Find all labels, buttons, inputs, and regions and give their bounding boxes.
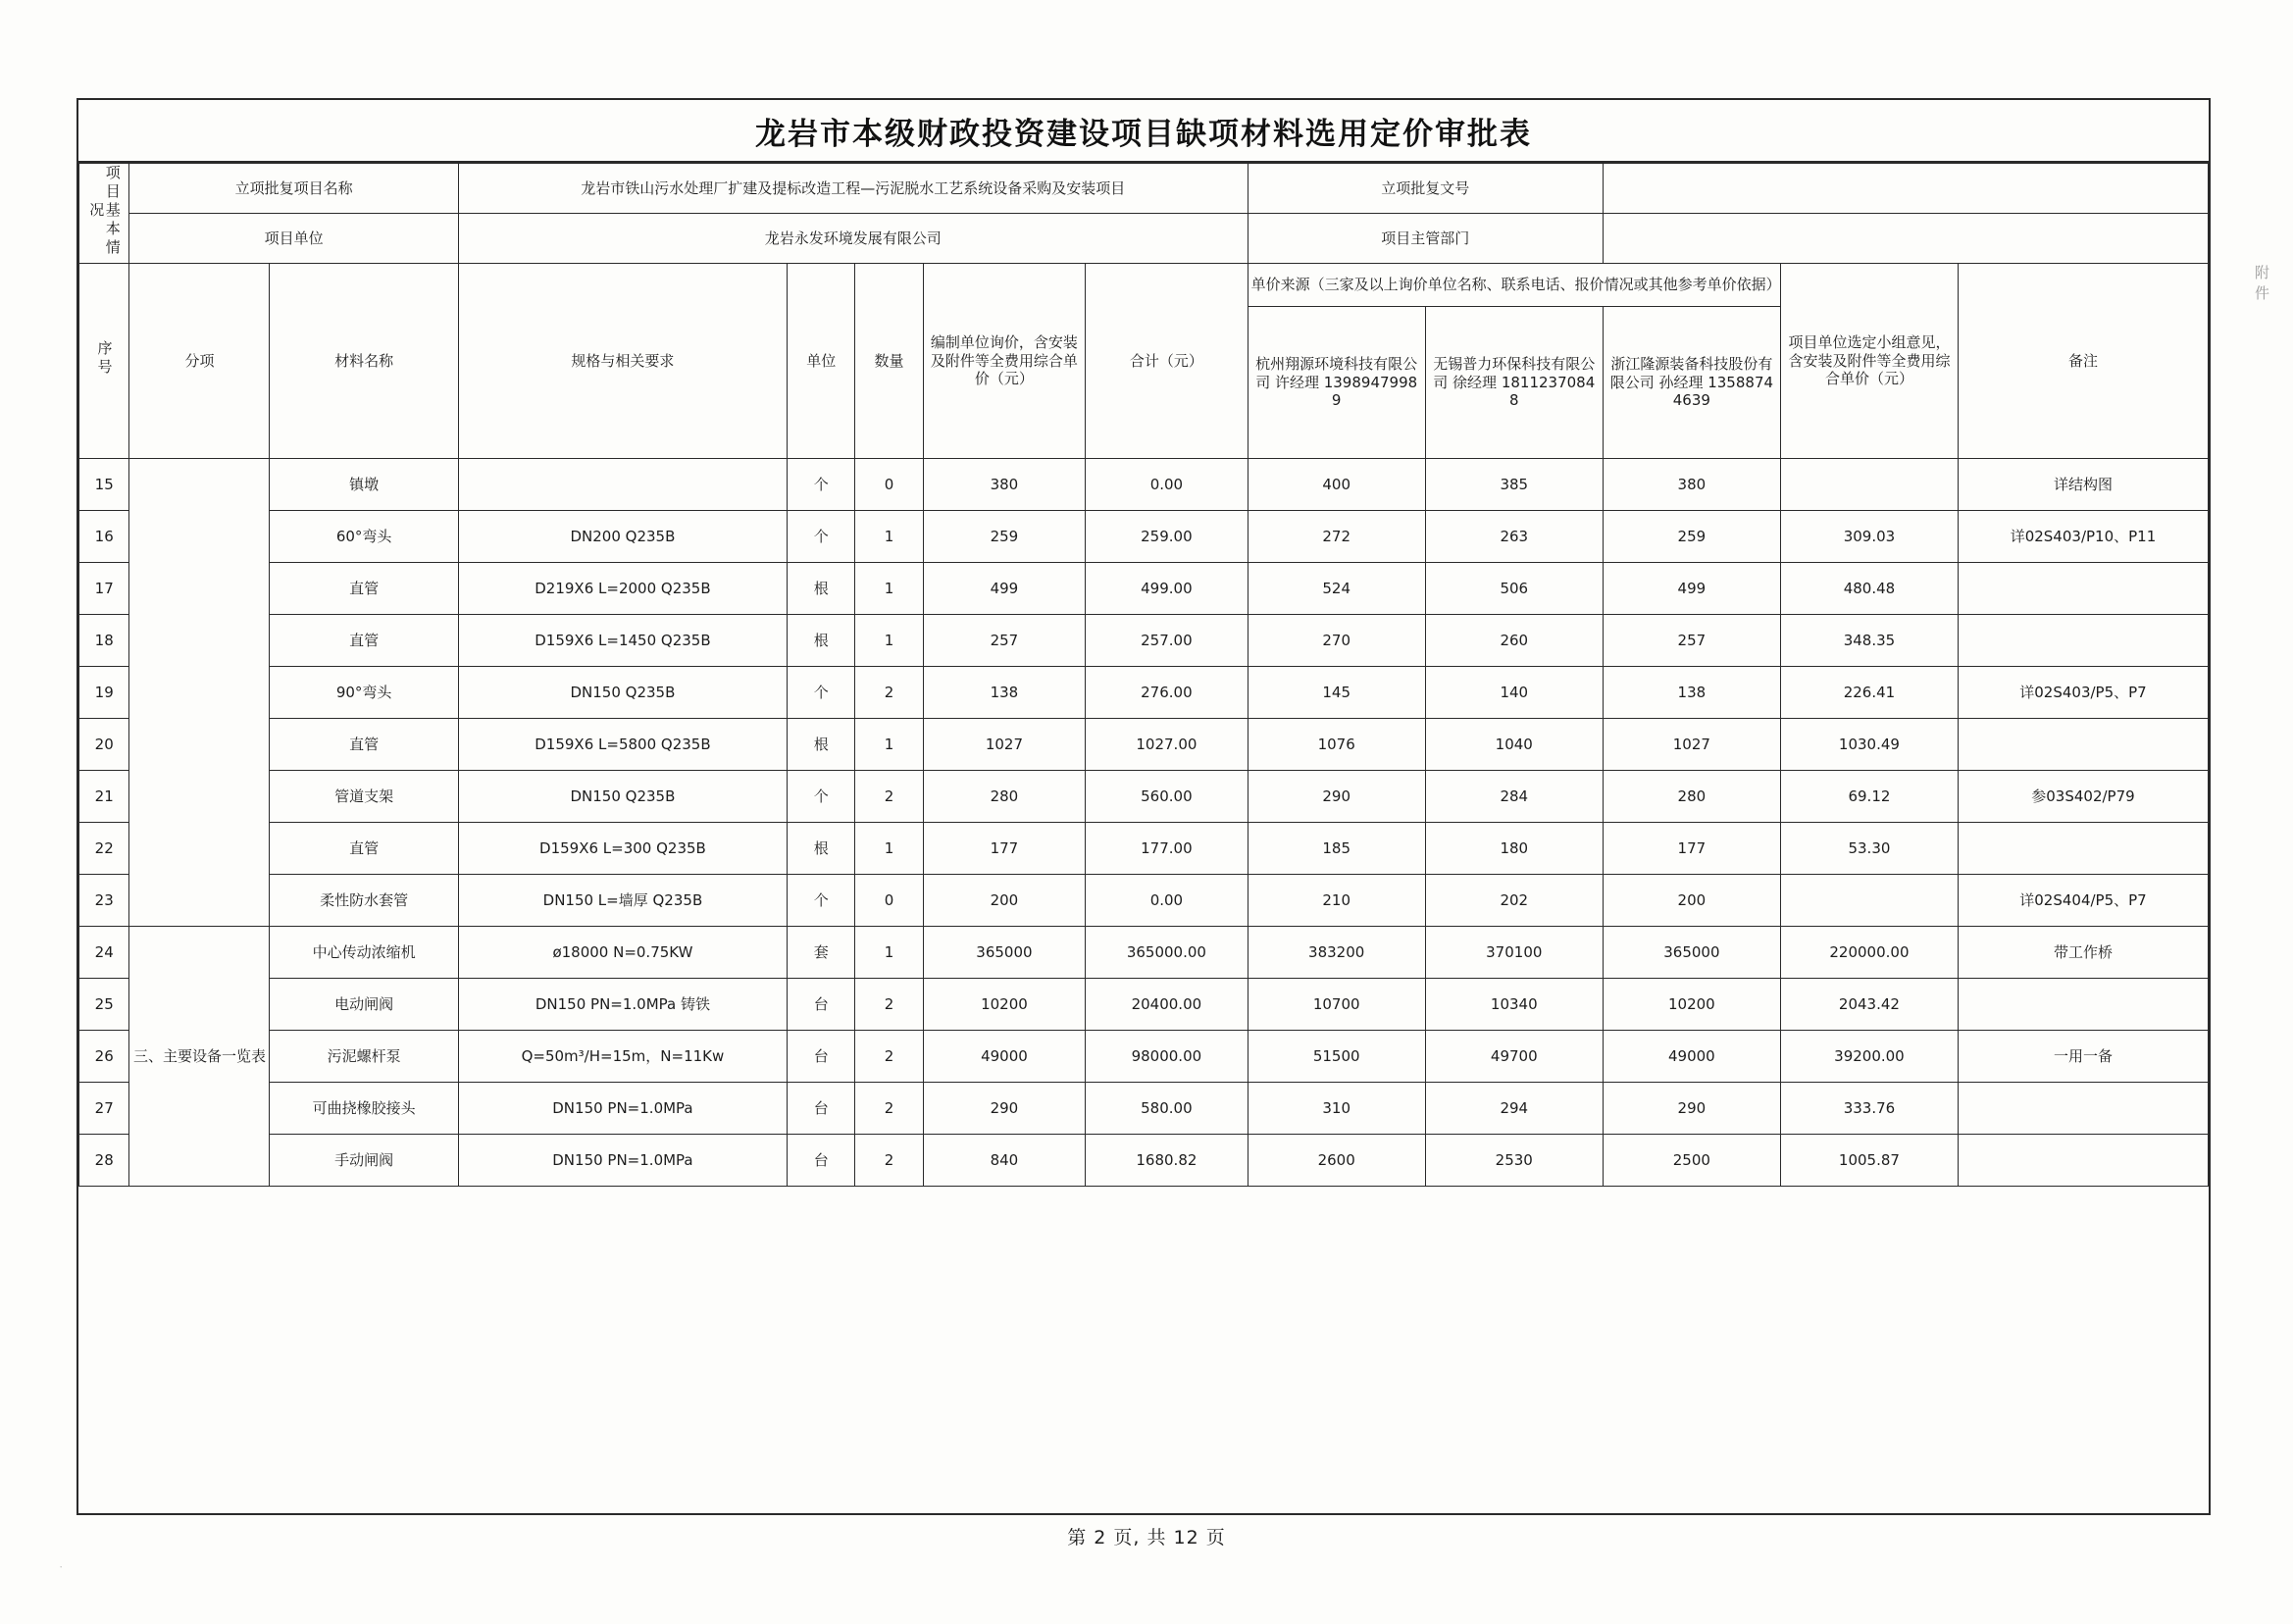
cell-spec: DN150 PN=1.0MPa [458, 1135, 787, 1187]
cell-qty: 1 [855, 823, 923, 875]
cell-total: 0.00 [1086, 459, 1248, 511]
cell-total: 259.00 [1086, 511, 1248, 563]
cell-remark [1958, 719, 2208, 771]
cell-spec: DN150 Q235B [458, 771, 787, 823]
cell-material: 柔性防水套管 [270, 875, 458, 927]
cell-seq: 25 [79, 979, 129, 1031]
cell-remark: 详02S404/P5、P7 [1958, 875, 2208, 927]
cell-seq: 28 [79, 1135, 129, 1187]
cell-qty: 0 [855, 875, 923, 927]
page-edge-note: 附件 [2253, 265, 2268, 306]
col-header-seq [79, 264, 129, 459]
cell-material: 中心传动浓缩机 [270, 927, 458, 979]
cell-spec: DN150 PN=1.0MPa [458, 1083, 787, 1135]
cell-total: 276.00 [1086, 667, 1248, 719]
cell-source-1: 145 [1248, 667, 1425, 719]
cell-material: 可曲挠橡胶接头 [270, 1083, 458, 1135]
cell-qty: 1 [855, 927, 923, 979]
col-header-spec: 规格与相关要求 [458, 264, 787, 459]
cell-source-2: 202 [1425, 875, 1603, 927]
cell-remark [1958, 563, 2208, 615]
cell-seq: 24 [79, 927, 129, 979]
cell-unit-price: 177 [923, 823, 1085, 875]
cell-source-1: 383200 [1248, 927, 1425, 979]
cell-category: 三、主要设备一览表 [129, 927, 270, 1187]
table-row [79, 667, 2209, 719]
cell-source-3: 280 [1603, 771, 1780, 823]
cell-selected: 53.30 [1780, 823, 1958, 875]
cell-source-1: 2600 [1248, 1135, 1425, 1187]
value-project-unit: 龙岩永发环境发展有限公司 [458, 214, 1248, 264]
label-project-unit: 项目单位 [129, 214, 458, 264]
cell-qty: 2 [855, 771, 923, 823]
cell-qty: 1 [855, 615, 923, 667]
cell-source-3: 257 [1603, 615, 1780, 667]
cell-source-1: 272 [1248, 511, 1425, 563]
cell-qty: 2 [855, 1135, 923, 1187]
cell-selected: 348.35 [1780, 615, 1958, 667]
cell-selected: 220000.00 [1780, 927, 1958, 979]
cell-selected: 1030.49 [1780, 719, 1958, 771]
label-approval-name: 立项批复项目名称 [129, 164, 458, 214]
cell-unit-price: 840 [923, 1135, 1085, 1187]
cell-source-2: 49700 [1425, 1031, 1603, 1083]
cell-qty: 2 [855, 667, 923, 719]
page-footer: 第 2 页, 共 12 页 [1067, 1527, 1226, 1548]
cell-source-3: 10200 [1603, 979, 1780, 1031]
cell-unit-price: 49000 [923, 1031, 1085, 1083]
row-source-group-header [79, 264, 2209, 307]
cell-unit: 台 [788, 979, 855, 1031]
cell-spec: D159X6 L=5800 Q235B [458, 719, 787, 771]
cell-source-2: 140 [1425, 667, 1603, 719]
cell-seq: 23 [79, 875, 129, 927]
cell-qty: 1 [855, 563, 923, 615]
label-approval-doc: 立项批复文号 [1248, 164, 1603, 214]
cell-total: 560.00 [1086, 771, 1248, 823]
cell-spec: Q=50m³/H=15m，N=11Kw [458, 1031, 787, 1083]
cell-selected: 1005.87 [1780, 1135, 1958, 1187]
cell-category-blank [129, 459, 270, 927]
col-header-selected: 项目单位选定小组意见，含安装及附件等全费用综合单价（元） [1780, 264, 1958, 459]
table-row [79, 771, 2209, 823]
cell-material: 管道支架 [270, 771, 458, 823]
side-label-cell [79, 164, 129, 264]
col-header-unit: 单位 [788, 264, 855, 459]
cell-source-1: 290 [1248, 771, 1425, 823]
cell-selected: 69.12 [1780, 771, 1958, 823]
cell-seq: 19 [79, 667, 129, 719]
value-supervisor-dept [1603, 214, 2208, 264]
cell-source-3: 499 [1603, 563, 1780, 615]
row-project-unit [79, 214, 2209, 264]
cell-total: 1027.00 [1086, 719, 1248, 771]
cell-selected: 39200.00 [1780, 1031, 1958, 1083]
cell-source-2: 385 [1425, 459, 1603, 511]
cell-remark: 一用一备 [1958, 1031, 2208, 1083]
cell-seq: 20 [79, 719, 129, 771]
cell-source-1: 185 [1248, 823, 1425, 875]
cell-total: 98000.00 [1086, 1031, 1248, 1083]
col-header-material: 材料名称 [270, 264, 458, 459]
cell-selected: 2043.42 [1780, 979, 1958, 1031]
cell-seq: 27 [79, 1083, 129, 1135]
cell-material: 直管 [270, 563, 458, 615]
approval-form-sheet [76, 98, 2211, 1515]
cell-selected [1780, 459, 1958, 511]
cell-unit: 根 [788, 615, 855, 667]
cell-remark [1958, 1083, 2208, 1135]
cell-selected [1780, 875, 1958, 927]
cell-total: 20400.00 [1086, 979, 1248, 1031]
table-row [79, 1083, 2209, 1135]
col-header-remark: 备注 [1958, 264, 2208, 459]
cell-unit: 个 [788, 667, 855, 719]
cell-remark [1958, 1135, 2208, 1187]
cell-unit-price: 290 [923, 1083, 1085, 1135]
cell-total: 365000.00 [1086, 927, 1248, 979]
cell-total: 177.00 [1086, 823, 1248, 875]
cell-unit: 套 [788, 927, 855, 979]
value-approval-doc [1603, 164, 2208, 214]
cell-material: 90°弯头 [270, 667, 458, 719]
cell-unit: 台 [788, 1031, 855, 1083]
cell-source-2: 370100 [1425, 927, 1603, 979]
cell-source-2: 506 [1425, 563, 1603, 615]
cell-unit: 台 [788, 1083, 855, 1135]
cell-unit-price: 259 [923, 511, 1085, 563]
cell-unit: 根 [788, 823, 855, 875]
cell-qty: 2 [855, 979, 923, 1031]
cell-spec [458, 459, 787, 511]
cell-material: 直管 [270, 823, 458, 875]
cell-unit-price: 200 [923, 875, 1085, 927]
col-header-source-group: 单价来源（三家及以上询价单位名称、联系电话、报价情况或其他参考单价依据） [1248, 264, 1780, 307]
cell-unit-price: 257 [923, 615, 1085, 667]
cell-source-3: 177 [1603, 823, 1780, 875]
cell-total: 257.00 [1086, 615, 1248, 667]
cell-unit: 根 [788, 563, 855, 615]
cell-remark [1958, 823, 2208, 875]
cell-source-2: 10340 [1425, 979, 1603, 1031]
cell-total: 1680.82 [1086, 1135, 1248, 1187]
cell-remark: 参03S402/P79 [1958, 771, 2208, 823]
cell-unit: 个 [788, 511, 855, 563]
cell-unit-price: 10200 [923, 979, 1085, 1031]
col-header-source-3: 浙江隆源装备科技股份有限公司 孙经理 13588744639 [1603, 307, 1780, 459]
cell-qty: 0 [855, 459, 923, 511]
cell-source-1: 210 [1248, 875, 1425, 927]
cell-source-3: 290 [1603, 1083, 1780, 1135]
cell-source-2: 1040 [1425, 719, 1603, 771]
cell-source-3: 365000 [1603, 927, 1780, 979]
row-project-name [79, 164, 2209, 214]
table-row [79, 511, 2209, 563]
cell-source-2: 180 [1425, 823, 1603, 875]
cell-remark [1958, 615, 2208, 667]
cell-qty: 2 [855, 1031, 923, 1083]
table-row [79, 719, 2209, 771]
cell-total: 0.00 [1086, 875, 1248, 927]
cell-qty: 2 [855, 1083, 923, 1135]
table-row [79, 615, 2209, 667]
cell-spec: D219X6 L=2000 Q235B [458, 563, 787, 615]
cell-remark: 详02S403/P10、P11 [1958, 511, 2208, 563]
cell-source-3: 2500 [1603, 1135, 1780, 1187]
cell-source-1: 10700 [1248, 979, 1425, 1031]
cell-source-1: 524 [1248, 563, 1425, 615]
table-row [79, 927, 2209, 979]
cell-source-2: 284 [1425, 771, 1603, 823]
cell-total: 580.00 [1086, 1083, 1248, 1135]
table-row [79, 563, 2209, 615]
cell-material: 污泥螺杆泵 [270, 1031, 458, 1083]
cell-remark [1958, 979, 2208, 1031]
cell-unit-price: 380 [923, 459, 1085, 511]
cell-selected: 333.76 [1780, 1083, 1958, 1135]
cell-qty: 1 [855, 719, 923, 771]
col-header-seq-text: 序号 [95, 339, 114, 378]
cell-remark: 带工作桥 [1958, 927, 2208, 979]
cell-source-1: 1076 [1248, 719, 1425, 771]
value-approval-name: 龙岩市铁山污水处理厂扩建及提标改造工程—污泥脱水工艺系统设备采购及安装项目 [458, 164, 1248, 214]
table-row [79, 823, 2209, 875]
cell-spec: DN150 PN=1.0MPa 铸铁 [458, 979, 787, 1031]
cell-unit: 根 [788, 719, 855, 771]
form-title: 龙岩市本级财政投资建设项目缺项材料选用定价审批表 [78, 100, 2209, 163]
cell-spec: DN200 Q235B [458, 511, 787, 563]
table-row [79, 459, 2209, 511]
cell-selected: 226.41 [1780, 667, 1958, 719]
cell-source-2: 294 [1425, 1083, 1603, 1135]
cell-remark: 详结构图 [1958, 459, 2208, 511]
cell-source-3: 138 [1603, 667, 1780, 719]
col-header-qty: 数量 [855, 264, 923, 459]
cell-source-1: 400 [1248, 459, 1425, 511]
cell-seq: 22 [79, 823, 129, 875]
cell-source-1: 51500 [1248, 1031, 1425, 1083]
table-row [79, 979, 2209, 1031]
cell-unit-price: 499 [923, 563, 1085, 615]
cell-source-3: 259 [1603, 511, 1780, 563]
table-row [79, 1031, 2209, 1083]
cell-spec: D159X6 L=1450 Q235B [458, 615, 787, 667]
cell-selected: 309.03 [1780, 511, 1958, 563]
cell-material: 手动闸阀 [270, 1135, 458, 1187]
table-row [79, 875, 2209, 927]
col-header-total: 合计（元） [1086, 264, 1248, 459]
cell-seq: 17 [79, 563, 129, 615]
cell-source-3: 49000 [1603, 1031, 1780, 1083]
cell-seq: 16 [79, 511, 129, 563]
cell-source-1: 310 [1248, 1083, 1425, 1135]
cell-seq: 21 [79, 771, 129, 823]
cell-total: 499.00 [1086, 563, 1248, 615]
approval-form-table [78, 163, 2209, 1187]
label-supervisor-dept: 项目主管部门 [1248, 214, 1603, 264]
cell-spec: DN150 L=墙厚 Q235B [458, 875, 787, 927]
cell-qty: 1 [855, 511, 923, 563]
cell-material: 直管 [270, 719, 458, 771]
cell-material: 镇墩 [270, 459, 458, 511]
cell-seq: 18 [79, 615, 129, 667]
table-row [79, 1135, 2209, 1187]
cell-source-2: 263 [1425, 511, 1603, 563]
cell-source-2: 260 [1425, 615, 1603, 667]
cell-spec: D159X6 L=300 Q235B [458, 823, 787, 875]
cell-unit-price: 138 [923, 667, 1085, 719]
col-header-category: 分项 [129, 264, 270, 459]
cell-material: 60°弯头 [270, 511, 458, 563]
cell-spec: DN150 Q235B [458, 667, 787, 719]
cell-unit: 台 [788, 1135, 855, 1187]
cell-seq: 15 [79, 459, 129, 511]
cell-material: 直管 [270, 615, 458, 667]
cell-seq: 26 [79, 1031, 129, 1083]
cell-spec: ø18000 N=0.75KW [458, 927, 787, 979]
cell-remark: 详02S403/P5、P7 [1958, 667, 2208, 719]
cell-unit-price: 365000 [923, 927, 1085, 979]
cell-source-3: 1027 [1603, 719, 1780, 771]
scan-artifact: · [59, 1559, 64, 1574]
cell-source-1: 270 [1248, 615, 1425, 667]
cell-unit: 个 [788, 771, 855, 823]
col-header-source-2: 无锡普力环保科技有限公司 徐经理 18112370848 [1425, 307, 1603, 459]
col-header-unit-price: 编制单位询价，含安装及附件等全费用综合单价（元） [923, 264, 1085, 459]
col-header-source-1: 杭州翔源环境科技有限公司 许经理 13989479989 [1248, 307, 1425, 459]
cell-source-3: 380 [1603, 459, 1780, 511]
cell-selected: 480.48 [1780, 563, 1958, 615]
cell-unit: 个 [788, 459, 855, 511]
cell-unit: 个 [788, 875, 855, 927]
cell-source-3: 200 [1603, 875, 1780, 927]
cell-unit-price: 280 [923, 771, 1085, 823]
cell-source-2: 2530 [1425, 1135, 1603, 1187]
cell-unit-price: 1027 [923, 719, 1085, 771]
cell-material: 电动闸阀 [270, 979, 458, 1031]
side-label-text: 项目基本情况 [87, 164, 122, 258]
